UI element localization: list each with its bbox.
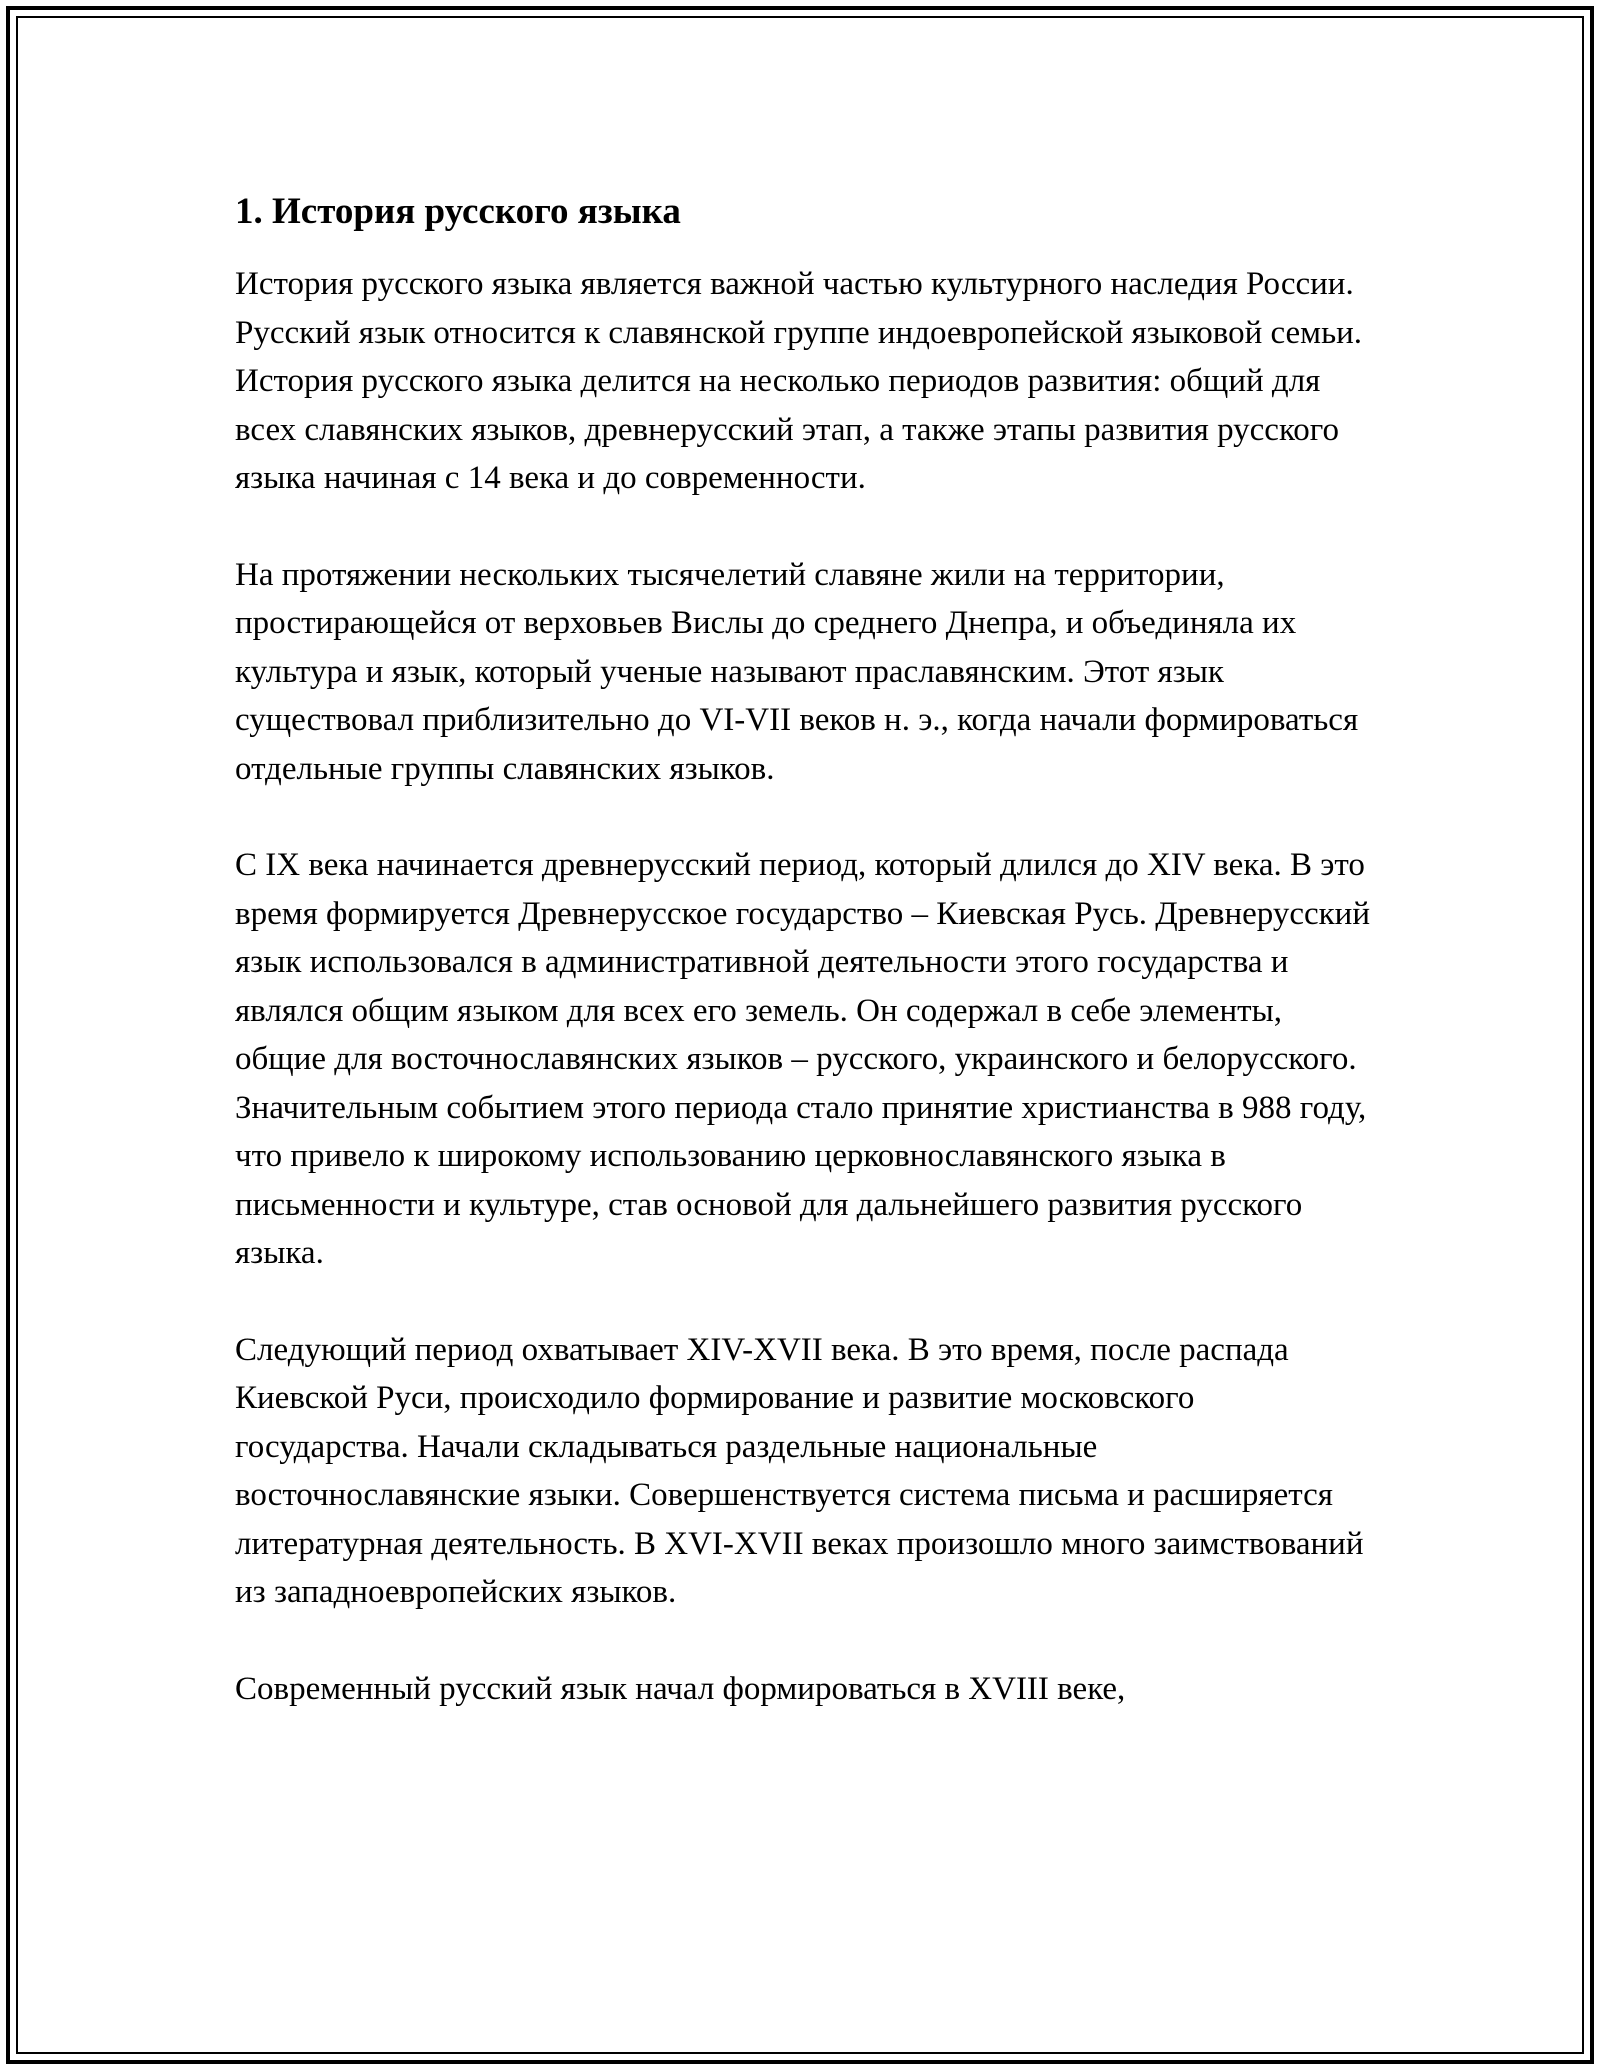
section-heading: 1. История русского языка [235, 191, 681, 232]
paragraph-1: История русского языка является важной частью культурного наследия России. Русский язык относится к славянской группе индоевропейской языковой семьи. История русского языка делится на несколько периодов развития: общий для всех славянских языков, древнерусский этап, а также этапы развития русского языка начиная с 14 века и до современности. [235, 266, 1363, 496]
paragraph-5: Современный русский язык начал формироваться в XVIII веке, [235, 1670, 1126, 1707]
document-body [235, 188, 1370, 1761]
paragraph-2: На протяжении нескольких тысячелетий славяне жили на территории, простирающейся от верховьев Вислы до среднего Днепра, и объединяла их культура и язык, который ученые называют праславянским. Этот язык существовал приблизительно до VI-VII веков н. э., когда начали формироваться отдельные группы славянских языков. [235, 556, 1359, 787]
paragraph-3: С IX века начинается древнерусский период, который длился до XIV века. В это время формируется Древнерусское государство – Киевская Русь. Древнерусский язык использовался в административной деятельности этого государства и являлся общим языком для всех его земель. Он содержал в себе элементы, общие для восточнославянских языков – русского, украинского и белорусского. Значительным событием этого периода стало принятие христианства в 988 году, что привело к широкому использованию церковнославянского языка в письменности и культуре, став основой для дальнейшего развития русского языка. [235, 847, 1371, 1271]
paragraph-4: Следующий период охватывает XIV-XVII века. В это время, после распада Киевской Руси, происходило формирование и развитие московского государства. Начали складываться раздельные национальные восточнославянские языки. Совершенствуется система письма и расширяется литературная деятельность. В XVI-XVII веках произошло много заимствований из западноевропейских языков. [235, 1331, 1364, 1610]
